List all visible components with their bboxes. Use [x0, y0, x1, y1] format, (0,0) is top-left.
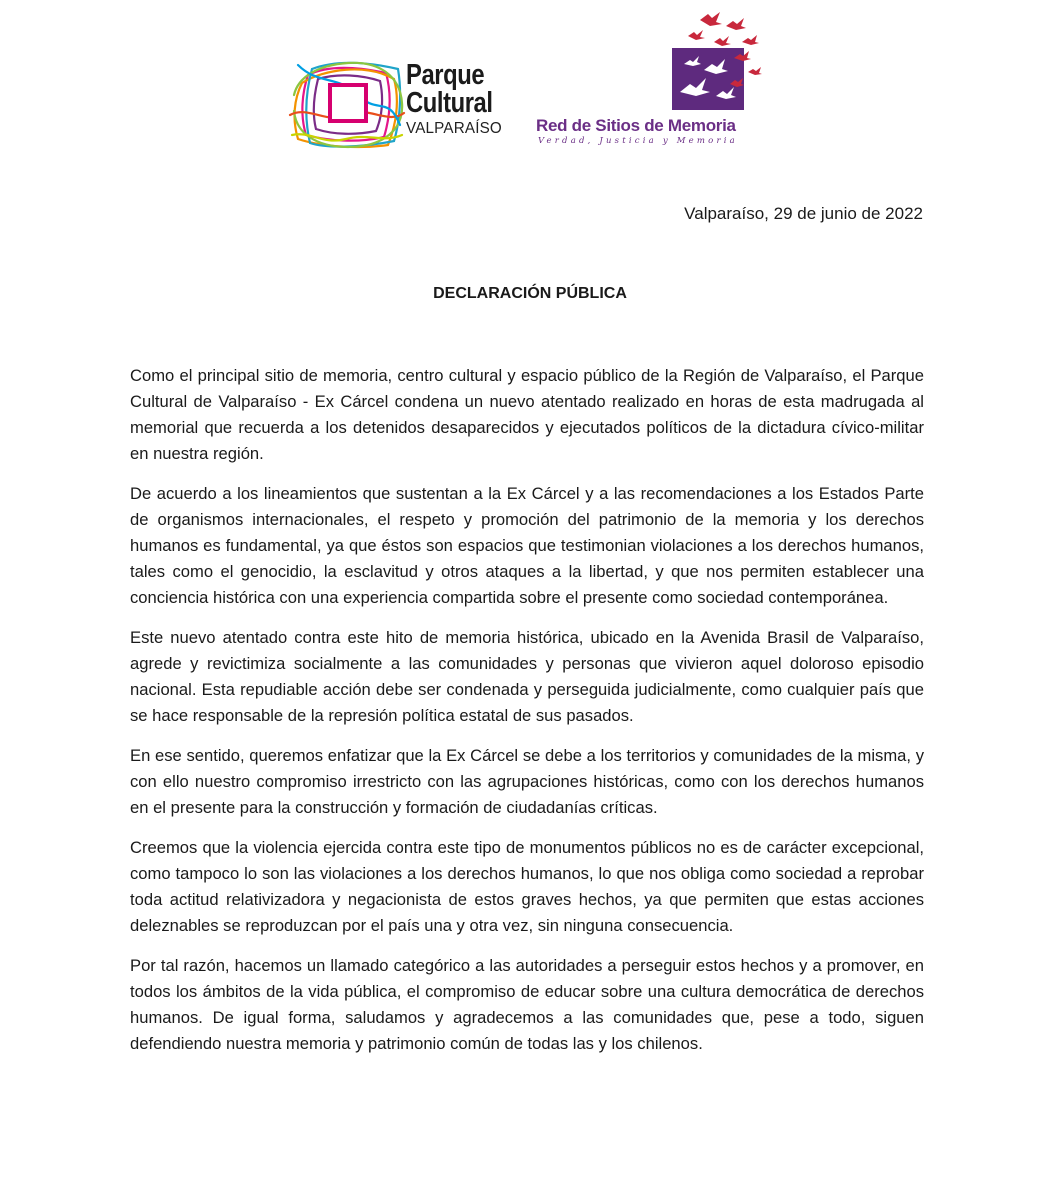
scribble-frame-icon — [288, 55, 406, 150]
parque-cultural-wordmark — [406, 61, 512, 137]
red-sitios-memoria-logo — [532, 10, 762, 145]
document-heading: DECLARACIÓN PÚBLICA — [433, 285, 627, 302]
paragraph: Creemos que la violencia ejercida contra este tipo de monumentos públicos no es de carácter excepcional, como tampoco lo son las violaciones a los derechos humanos, lo que nos obliga como sociedad a reprobar toda actitud relativizadora y negacionista de estos graves hechos, ya que permiten que estas acciones deleznables se reproduzcan por el país una y otra vez, sin ninguna consecuencia. — [130, 838, 924, 935]
document-date: Valparaíso, 29 de junio de 2022 — [684, 204, 923, 223]
logo-line-valparaiso: VALPARAÍSO — [406, 120, 502, 137]
flying-doves-icon — [670, 12, 762, 112]
document-body — [130, 363, 924, 1071]
red-sitios-tagline: Verdad, Justicia y Memoria — [538, 136, 738, 146]
paragraph: Por tal razón, hacemos un llamado categórico a las autoridades a perseguir estos hechos y a promover, en todos los ámbitos de la vida pública, el compromiso de educar sobre una cultura democrática de derechos humanos. De igual forma, saludamos y agradecemos a las comunidades que, pese a todo, siguen defendiendo nuestra memoria y patrimonio común de todas las y los chilenos. — [130, 956, 924, 1053]
parque-cultural-logo — [288, 55, 518, 150]
logo-line-cultural: Cultural — [406, 87, 493, 119]
paragraph: En ese sentido, queremos enfatizar que la Ex Cárcel se debe a los territorios y comunidades de la misma, y con ello nuestro compromiso irrestricto con las agrupaciones históricas, como con los derechos humanos en el presente para la construcción y formación de ciudadanías críticas. — [130, 746, 924, 817]
paragraph: Como el principal sitio de memoria, centro cultural y espacio público de la Región de Valparaíso, el Parque Cultural de Valparaíso - Ex Cárcel condena un nuevo atentado realizado en horas de esta madrugada al memorial que recuerda a los detenidos desaparecidos y ejecutados políticos de la dictadura cívico-militar en nuestra región. — [130, 366, 924, 463]
paragraph: Este nuevo atentado contra este hito de memoria histórica, ubicado en la Avenida Brasil de Valparaíso, agrede y revictimiza socialmente a las comunidades y personas que vivieron aquel doloroso episodio nacional. Esta repudiable acción debe ser condenada y perseguida judicialmente, como cualquier país que se hace responsable de la represión política estatal de sus pasados. — [130, 628, 924, 725]
logo-line-parque: Parque — [406, 59, 485, 91]
red-sitios-title: Red de Sitios de Memoria — [536, 116, 736, 135]
logo-header — [0, 0, 1060, 160]
paragraph: De acuerdo a los lineamientos que sustentan a la Ex Cárcel y a las recomendaciones a los Estados Parte de organismos internacionales, el respeto y promoción del patrimonio de la memoria y los derechos humanos es fundamental, ya que éstos son espacios que testimonian violaciones a los derechos humanos, tales como el genocidio, la esclavitud y otros ataques a la libertad, y que nos permiten establecer una conciencia histórica con una experiencia compartida sobre el presente como sociedad contemporánea. — [130, 484, 924, 607]
